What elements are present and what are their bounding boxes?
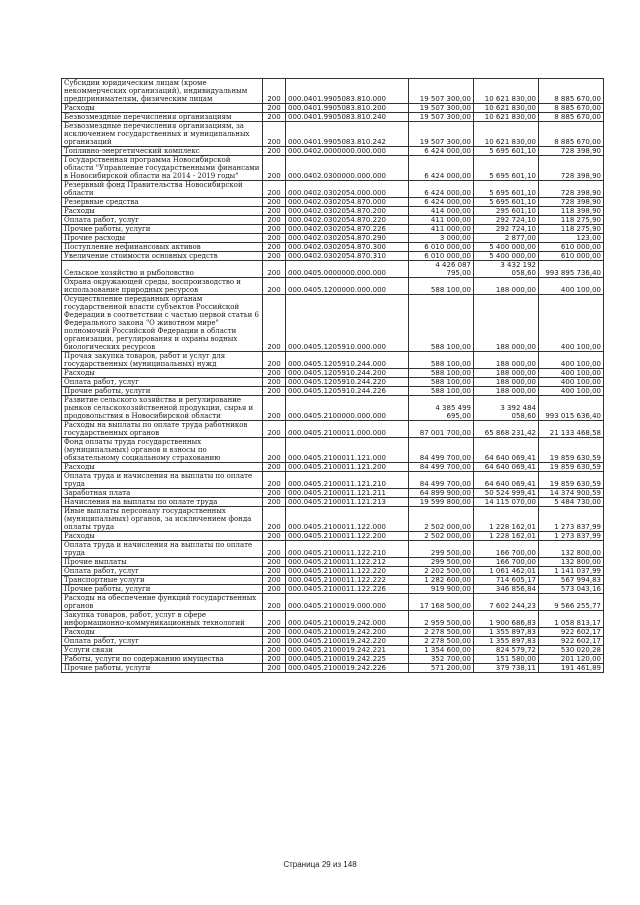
row-code: 200 (263, 243, 286, 252)
row-unexecuted-amount: 5 484 730,00 (539, 498, 604, 507)
table-row (62, 181, 604, 198)
table-row (62, 147, 604, 156)
row-code: 200 (263, 628, 286, 637)
row-unexecuted-amount: 400 100,00 (539, 369, 604, 378)
row-approved-amount: 414 000,00 (409, 207, 474, 216)
row-code: 200 (263, 567, 286, 576)
table-row (62, 378, 604, 387)
row-executed-amount: 5 400 000,00 (474, 252, 539, 261)
row-executed-amount: 5 400 000,00 (474, 243, 539, 252)
row-kbk-code: 000.0405.0000000.000.000 (286, 261, 409, 278)
row-unexecuted-amount: 610 000,00 (539, 243, 604, 252)
row-kbk-code: 000.0405.2100019.242.226 (286, 664, 409, 673)
row-name: Безвозмездные перечисления организациям (62, 113, 263, 122)
row-code: 200 (263, 664, 286, 673)
table-row (62, 585, 604, 594)
row-kbk-code: 000.0405.2100011.122.210 (286, 541, 409, 558)
row-code: 200 (263, 216, 286, 225)
row-approved-amount: 6 424 000,00 (409, 147, 474, 156)
row-unexecuted-amount: 118 275,90 (539, 216, 604, 225)
row-kbk-code: 000.0405.2100011.121.210 (286, 472, 409, 489)
row-kbk-code: 000.0402.0302054.870.290 (286, 234, 409, 243)
row-name: Безвозмездные перечисления организациям, за исключением государственных и муниципальных организаций (62, 122, 263, 147)
table-row (62, 387, 604, 396)
row-code: 200 (263, 576, 286, 585)
row-name: Государственная программа Новосибирской области "Управление государственными финансами в Новосибирской области на 2014 - 2019 годы" (62, 156, 263, 181)
row-executed-amount: 5 695 601,10 (474, 198, 539, 207)
row-kbk-code: 000.0401.9905083.810.200 (286, 104, 409, 113)
row-unexecuted-amount: 8 885 670,00 (539, 104, 604, 113)
row-executed-amount: 379 738,11 (474, 664, 539, 673)
row-kbk-code: 000.0401.9905083.810.240 (286, 113, 409, 122)
table-row (62, 507, 604, 532)
row-approved-amount: 4 426 087 795,00 (409, 261, 474, 278)
row-kbk-code: 000.0405.2100019.242.000 (286, 611, 409, 628)
row-code: 200 (263, 532, 286, 541)
table-row (62, 225, 604, 234)
row-kbk-code: 000.0405.2100000.000.000 (286, 396, 409, 421)
table-row (62, 278, 604, 295)
row-approved-amount: 87 001 700,00 (409, 421, 474, 438)
row-code: 200 (263, 585, 286, 594)
row-code: 200 (263, 252, 286, 261)
row-approved-amount: 6 010 000,00 (409, 252, 474, 261)
row-kbk-code: 000.0401.9905083.810.242 (286, 122, 409, 147)
row-kbk-code: 000.0405.2100011.122.000 (286, 507, 409, 532)
table-row (62, 628, 604, 637)
row-name: Поступление нефинансовых активов (62, 243, 263, 252)
row-executed-amount: 14 115 070,00 (474, 498, 539, 507)
row-unexecuted-amount: 21 133 468,58 (539, 421, 604, 438)
row-approved-amount: 2 502 000,00 (409, 532, 474, 541)
row-approved-amount: 588 100,00 (409, 378, 474, 387)
row-executed-amount: 1 355 897,83 (474, 637, 539, 646)
row-code: 200 (263, 156, 286, 181)
row-name: Резервные средства (62, 198, 263, 207)
row-name: Расходы на обеспечение функций государственных органов (62, 594, 263, 611)
row-code: 200 (263, 541, 286, 558)
row-unexecuted-amount: 14 374 900,59 (539, 489, 604, 498)
row-approved-amount: 64 899 900,00 (409, 489, 474, 498)
row-name: Оплата работ, услуг (62, 567, 263, 576)
row-approved-amount: 352 700,00 (409, 655, 474, 664)
table-row (62, 369, 604, 378)
row-approved-amount: 2 202 500,00 (409, 567, 474, 576)
row-kbk-code: 000.0405.2100011.121.211 (286, 489, 409, 498)
row-code: 200 (263, 463, 286, 472)
row-approved-amount: 411 000,00 (409, 216, 474, 225)
row-name: Заработная плата (62, 489, 263, 498)
row-executed-amount: 151 580,00 (474, 655, 539, 664)
row-code: 200 (263, 122, 286, 147)
row-name: Закупка товаров, работ, услуг в сфере информационно-коммуникационных технологий (62, 611, 263, 628)
row-unexecuted-amount: 201 120,00 (539, 655, 604, 664)
table-row (62, 576, 604, 585)
row-executed-amount: 7 602 244,23 (474, 594, 539, 611)
row-executed-amount: 188 000,00 (474, 278, 539, 295)
table-row (62, 646, 604, 655)
table-row (62, 489, 604, 498)
row-code: 200 (263, 79, 286, 104)
row-name: Начисления на выплаты по оплате труда (62, 498, 263, 507)
table-row (62, 261, 604, 278)
row-code: 200 (263, 352, 286, 369)
table-row (62, 79, 604, 104)
row-approved-amount: 2 278 500,00 (409, 628, 474, 637)
row-approved-amount: 6 424 000,00 (409, 156, 474, 181)
row-name: Оплата труда и начисления на выплаты по оплате труда (62, 541, 263, 558)
table-row (62, 352, 604, 369)
row-approved-amount: 17 168 500,00 (409, 594, 474, 611)
row-executed-amount: 5 695 601,10 (474, 156, 539, 181)
row-approved-amount: 919 900,00 (409, 585, 474, 594)
row-executed-amount: 5 695 601,10 (474, 181, 539, 198)
row-executed-amount: 5 695 601,10 (474, 147, 539, 156)
row-executed-amount: 10 621 830,00 (474, 79, 539, 104)
table-row (62, 243, 604, 252)
row-code: 200 (263, 637, 286, 646)
table-row (62, 207, 604, 216)
row-name: Сельское хозяйство и рыболовство (62, 261, 263, 278)
row-name: Развитие сельского хозяйства и регулирование рынков сельскохозяйственной продукции, сырья и продовольствия в Новосибирской области (62, 396, 263, 421)
row-executed-amount: 1 228 162,01 (474, 532, 539, 541)
row-code: 200 (263, 421, 286, 438)
row-name: Прочие работы, услуги (62, 585, 263, 594)
table-row (62, 611, 604, 628)
row-executed-amount: 2 877,00 (474, 234, 539, 243)
row-approved-amount: 588 100,00 (409, 295, 474, 352)
row-kbk-code: 000.0405.2100019.242.220 (286, 637, 409, 646)
table-row (62, 421, 604, 438)
row-approved-amount: 588 100,00 (409, 387, 474, 396)
row-kbk-code: 000.0402.0302054.870.310 (286, 252, 409, 261)
row-unexecuted-amount: 728 398,90 (539, 181, 604, 198)
row-name: Прочие выплаты (62, 558, 263, 567)
row-unexecuted-amount: 19 859 630,59 (539, 472, 604, 489)
table-row (62, 541, 604, 558)
row-executed-amount: 188 000,00 (474, 387, 539, 396)
row-kbk-code: 000.0405.2100011.122.220 (286, 567, 409, 576)
row-code: 200 (263, 225, 286, 234)
row-approved-amount: 1 354 600,00 (409, 646, 474, 655)
row-unexecuted-amount: 19 859 630,59 (539, 438, 604, 463)
row-code: 200 (263, 611, 286, 628)
row-unexecuted-amount: 8 885 670,00 (539, 122, 604, 147)
table-row (62, 498, 604, 507)
row-kbk-code: 000.0405.1205910.244.220 (286, 378, 409, 387)
row-unexecuted-amount: 400 100,00 (539, 387, 604, 396)
row-approved-amount: 4 385 499 695,00 (409, 396, 474, 421)
row-name: Услуги связи (62, 646, 263, 655)
row-code: 200 (263, 498, 286, 507)
row-kbk-code: 000.0405.1205910.244.000 (286, 352, 409, 369)
row-approved-amount: 299 500,00 (409, 558, 474, 567)
row-kbk-code: 000.0405.1200000.000.000 (286, 278, 409, 295)
row-executed-amount: 188 000,00 (474, 295, 539, 352)
row-name: Прочие расходы (62, 234, 263, 243)
table-row (62, 567, 604, 576)
row-unexecuted-amount: 400 100,00 (539, 352, 604, 369)
row-executed-amount: 1 228 162,01 (474, 507, 539, 532)
row-executed-amount: 1 061 462,01 (474, 567, 539, 576)
row-executed-amount: 1 900 686,83 (474, 611, 539, 628)
table-row (62, 104, 604, 113)
row-unexecuted-amount: 19 859 630,59 (539, 463, 604, 472)
row-kbk-code: 000.0405.1205910.244.226 (286, 387, 409, 396)
row-executed-amount: 188 000,00 (474, 352, 539, 369)
row-code: 200 (263, 387, 286, 396)
row-kbk-code: 000.0405.2100011.121.200 (286, 463, 409, 472)
row-unexecuted-amount: 132 800,00 (539, 558, 604, 567)
row-executed-amount: 188 000,00 (474, 369, 539, 378)
row-name: Оплата труда и начисления на выплаты по оплате труда (62, 472, 263, 489)
row-name: Охрана окружающей среды, воспроизводство и использование природных ресурсов (62, 278, 263, 295)
row-unexecuted-amount: 400 100,00 (539, 378, 604, 387)
row-kbk-code: 000.0405.1205910.244.200 (286, 369, 409, 378)
row-name: Оплата работ, услуг (62, 378, 263, 387)
row-code: 200 (263, 396, 286, 421)
row-code: 200 (263, 278, 286, 295)
row-unexecuted-amount: 118 275,90 (539, 225, 604, 234)
row-unexecuted-amount: 1 273 837,99 (539, 532, 604, 541)
row-approved-amount: 1 282 600,00 (409, 576, 474, 585)
row-name: Расходы (62, 532, 263, 541)
row-kbk-code: 000.0402.0300000.000.000 (286, 156, 409, 181)
row-code: 200 (263, 369, 286, 378)
table-row (62, 396, 604, 421)
row-name: Прочая закупка товаров, работ и услуг для государственных (муниципальных) нужд (62, 352, 263, 369)
row-name: Расходы (62, 628, 263, 637)
row-name: Расходы (62, 207, 263, 216)
row-executed-amount: 3 432 192 058,60 (474, 261, 539, 278)
row-executed-amount: 295 601,10 (474, 207, 539, 216)
row-approved-amount: 84 499 700,00 (409, 463, 474, 472)
row-code: 200 (263, 558, 286, 567)
row-code: 200 (263, 207, 286, 216)
row-approved-amount: 588 100,00 (409, 352, 474, 369)
row-name: Резервный фонд Правительства Новосибирской области (62, 181, 263, 198)
row-unexecuted-amount: 728 398,90 (539, 156, 604, 181)
table-row (62, 122, 604, 147)
row-name: Прочие работы, услуги (62, 225, 263, 234)
row-executed-amount: 64 640 069,41 (474, 438, 539, 463)
row-approved-amount: 19 507 300,00 (409, 122, 474, 147)
row-code: 200 (263, 646, 286, 655)
row-executed-amount: 166 700,00 (474, 541, 539, 558)
row-name: Расходы на выплаты по оплате труда работников государственных органов (62, 421, 263, 438)
row-kbk-code: 000.0402.0302054.000.000 (286, 181, 409, 198)
table-row (62, 216, 604, 225)
row-name: Субсидии юридическим лицам (кроме некоммерческих организаций), индивидуальным предпринимателям, физическим лицам (62, 79, 263, 104)
row-name: Осуществление переданных органам государственной власти субъектов Российской Федерации в соответствии с частью первой статьи 6 Федерального закона "О животном мире" полномочий Российской Федерации в области организации, регулирования и охраны водных биологических ресурсов (62, 295, 263, 352)
row-unexecuted-amount: 1 141 037,99 (539, 567, 604, 576)
table-row (62, 463, 604, 472)
row-executed-amount: 166 700,00 (474, 558, 539, 567)
row-kbk-code: 000.0402.0302054.870.200 (286, 207, 409, 216)
row-executed-amount: 1 355 897,83 (474, 628, 539, 637)
row-unexecuted-amount: 728 398,90 (539, 198, 604, 207)
row-unexecuted-amount: 610 000,00 (539, 252, 604, 261)
row-executed-amount: 50 524 999,41 (474, 489, 539, 498)
row-approved-amount: 19 507 300,00 (409, 79, 474, 104)
row-executed-amount: 65 868 231,42 (474, 421, 539, 438)
row-approved-amount: 588 100,00 (409, 278, 474, 295)
row-executed-amount: 10 621 830,00 (474, 104, 539, 113)
row-kbk-code: 000.0405.1205910.000.000 (286, 295, 409, 352)
row-code: 200 (263, 378, 286, 387)
row-kbk-code: 000.0402.0302054.870.220 (286, 216, 409, 225)
row-code: 200 (263, 295, 286, 352)
row-unexecuted-amount: 728 398,90 (539, 147, 604, 156)
row-name: Иные выплаты персоналу государственных (муниципальных) органов, за исключением фонда оплаты труда (62, 507, 263, 532)
row-approved-amount: 3 000,00 (409, 234, 474, 243)
table-row (62, 532, 604, 541)
row-unexecuted-amount: 993 015 636,40 (539, 396, 604, 421)
row-unexecuted-amount: 8 885 670,00 (539, 113, 604, 122)
row-code: 200 (263, 507, 286, 532)
row-kbk-code: 000.0405.2100011.121.213 (286, 498, 409, 507)
row-kbk-code: 000.0402.0302054.870.000 (286, 198, 409, 207)
row-unexecuted-amount: 123,00 (539, 234, 604, 243)
row-kbk-code: 000.0402.0302054.870.226 (286, 225, 409, 234)
row-approved-amount: 2 959 500,00 (409, 611, 474, 628)
row-code: 200 (263, 472, 286, 489)
row-kbk-code: 000.0402.0302054.870.300 (286, 243, 409, 252)
row-kbk-code: 000.0405.2100019.242.221 (286, 646, 409, 655)
table-row (62, 655, 604, 664)
row-kbk-code: 000.0405.2100019.242.225 (286, 655, 409, 664)
row-code: 200 (263, 181, 286, 198)
row-unexecuted-amount: 400 100,00 (539, 278, 604, 295)
row-unexecuted-amount: 993 895 736,40 (539, 261, 604, 278)
row-unexecuted-amount: 1 058 813,17 (539, 611, 604, 628)
report-body (62, 79, 604, 673)
table-row (62, 252, 604, 261)
row-name: Прочие работы, услуги (62, 387, 263, 396)
row-executed-amount: 714 605,17 (474, 576, 539, 585)
row-approved-amount: 6 424 000,00 (409, 181, 474, 198)
row-approved-amount: 299 500,00 (409, 541, 474, 558)
row-executed-amount: 292 724,10 (474, 225, 539, 234)
row-approved-amount: 588 100,00 (409, 369, 474, 378)
row-kbk-code: 000.0405.2100011.000.000 (286, 421, 409, 438)
row-executed-amount: 64 640 069,41 (474, 472, 539, 489)
row-unexecuted-amount: 8 885 670,00 (539, 79, 604, 104)
row-code: 200 (263, 104, 286, 113)
row-kbk-code: 000.0405.2100011.121.000 (286, 438, 409, 463)
page-number: Страница 29 из 148 (283, 860, 357, 869)
row-name: Работы, услуги по содержанию имущества (62, 655, 263, 664)
row-unexecuted-amount: 1 273 837,99 (539, 507, 604, 532)
row-name: Расходы (62, 369, 263, 378)
table-row (62, 113, 604, 122)
row-unexecuted-amount: 573 043,16 (539, 585, 604, 594)
table-row (62, 234, 604, 243)
row-approved-amount: 19 507 300,00 (409, 113, 474, 122)
row-kbk-code: 000.0401.9905083.810.000 (286, 79, 409, 104)
table-row (62, 198, 604, 207)
table-row (62, 558, 604, 567)
row-name: Фонд оплаты труда государственных (муниципальных) органов и взносы по обязательному социальному страхованию (62, 438, 263, 463)
row-code: 200 (263, 438, 286, 463)
row-executed-amount: 292 724,10 (474, 216, 539, 225)
row-kbk-code: 000.0405.2100019.000.000 (286, 594, 409, 611)
row-approved-amount: 19 599 800,00 (409, 498, 474, 507)
row-approved-amount: 2 278 500,00 (409, 637, 474, 646)
row-unexecuted-amount: 9 566 255,77 (539, 594, 604, 611)
row-unexecuted-amount: 132 800,00 (539, 541, 604, 558)
row-approved-amount: 6 424 000,00 (409, 198, 474, 207)
table-row (62, 295, 604, 352)
row-unexecuted-amount: 922 602,17 (539, 628, 604, 637)
row-name: Транспортные услуги (62, 576, 263, 585)
row-code: 200 (263, 147, 286, 156)
row-unexecuted-amount: 400 100,00 (539, 295, 604, 352)
row-executed-amount: 10 621 830,00 (474, 113, 539, 122)
table-row (62, 664, 604, 673)
row-code: 200 (263, 113, 286, 122)
row-unexecuted-amount: 191 461,89 (539, 664, 604, 673)
table-row (62, 438, 604, 463)
row-name: Топливно-энергетический комплекс (62, 147, 263, 156)
row-approved-amount: 411 000,00 (409, 225, 474, 234)
table-row (62, 594, 604, 611)
row-executed-amount: 10 621 830,00 (474, 122, 539, 147)
row-executed-amount: 3 392 484 058,60 (474, 396, 539, 421)
row-unexecuted-amount: 922 602,17 (539, 637, 604, 646)
row-kbk-code: 000.0402.0000000.000.000 (286, 147, 409, 156)
row-kbk-code: 000.0405.2100011.122.222 (286, 576, 409, 585)
table-row (62, 156, 604, 181)
row-name: Оплата работ, услуг (62, 637, 263, 646)
table-row (62, 472, 604, 489)
row-executed-amount: 346 856,84 (474, 585, 539, 594)
row-unexecuted-amount: 567 994,83 (539, 576, 604, 585)
row-approved-amount: 19 507 300,00 (409, 104, 474, 113)
row-code: 200 (263, 198, 286, 207)
row-code: 200 (263, 489, 286, 498)
row-code: 200 (263, 234, 286, 243)
row-name: Расходы (62, 463, 263, 472)
row-code: 200 (263, 261, 286, 278)
row-executed-amount: 64 640 069,41 (474, 463, 539, 472)
row-approved-amount: 6 010 000,00 (409, 243, 474, 252)
row-approved-amount: 84 499 700,00 (409, 472, 474, 489)
row-approved-amount: 571 200,00 (409, 664, 474, 673)
row-approved-amount: 2 502 000,00 (409, 507, 474, 532)
row-name: Оплата работ, услуг (62, 216, 263, 225)
budget-report-table (61, 78, 604, 673)
row-kbk-code: 000.0405.2100011.122.226 (286, 585, 409, 594)
row-kbk-code: 000.0405.2100011.122.200 (286, 532, 409, 541)
row-unexecuted-amount: 118 398,90 (539, 207, 604, 216)
row-code: 200 (263, 655, 286, 664)
row-approved-amount: 84 499 700,00 (409, 438, 474, 463)
row-name: Расходы (62, 104, 263, 113)
row-executed-amount: 824 579,72 (474, 646, 539, 655)
row-name: Прочие работы, услуги (62, 664, 263, 673)
row-executed-amount: 188 000,00 (474, 378, 539, 387)
row-kbk-code: 000.0405.2100019.242.200 (286, 628, 409, 637)
row-kbk-code: 000.0405.2100011.122.212 (286, 558, 409, 567)
row-name: Увеличение стоимости основных средств (62, 252, 263, 261)
row-code: 200 (263, 594, 286, 611)
row-unexecuted-amount: 530 020,28 (539, 646, 604, 655)
table-row (62, 637, 604, 646)
